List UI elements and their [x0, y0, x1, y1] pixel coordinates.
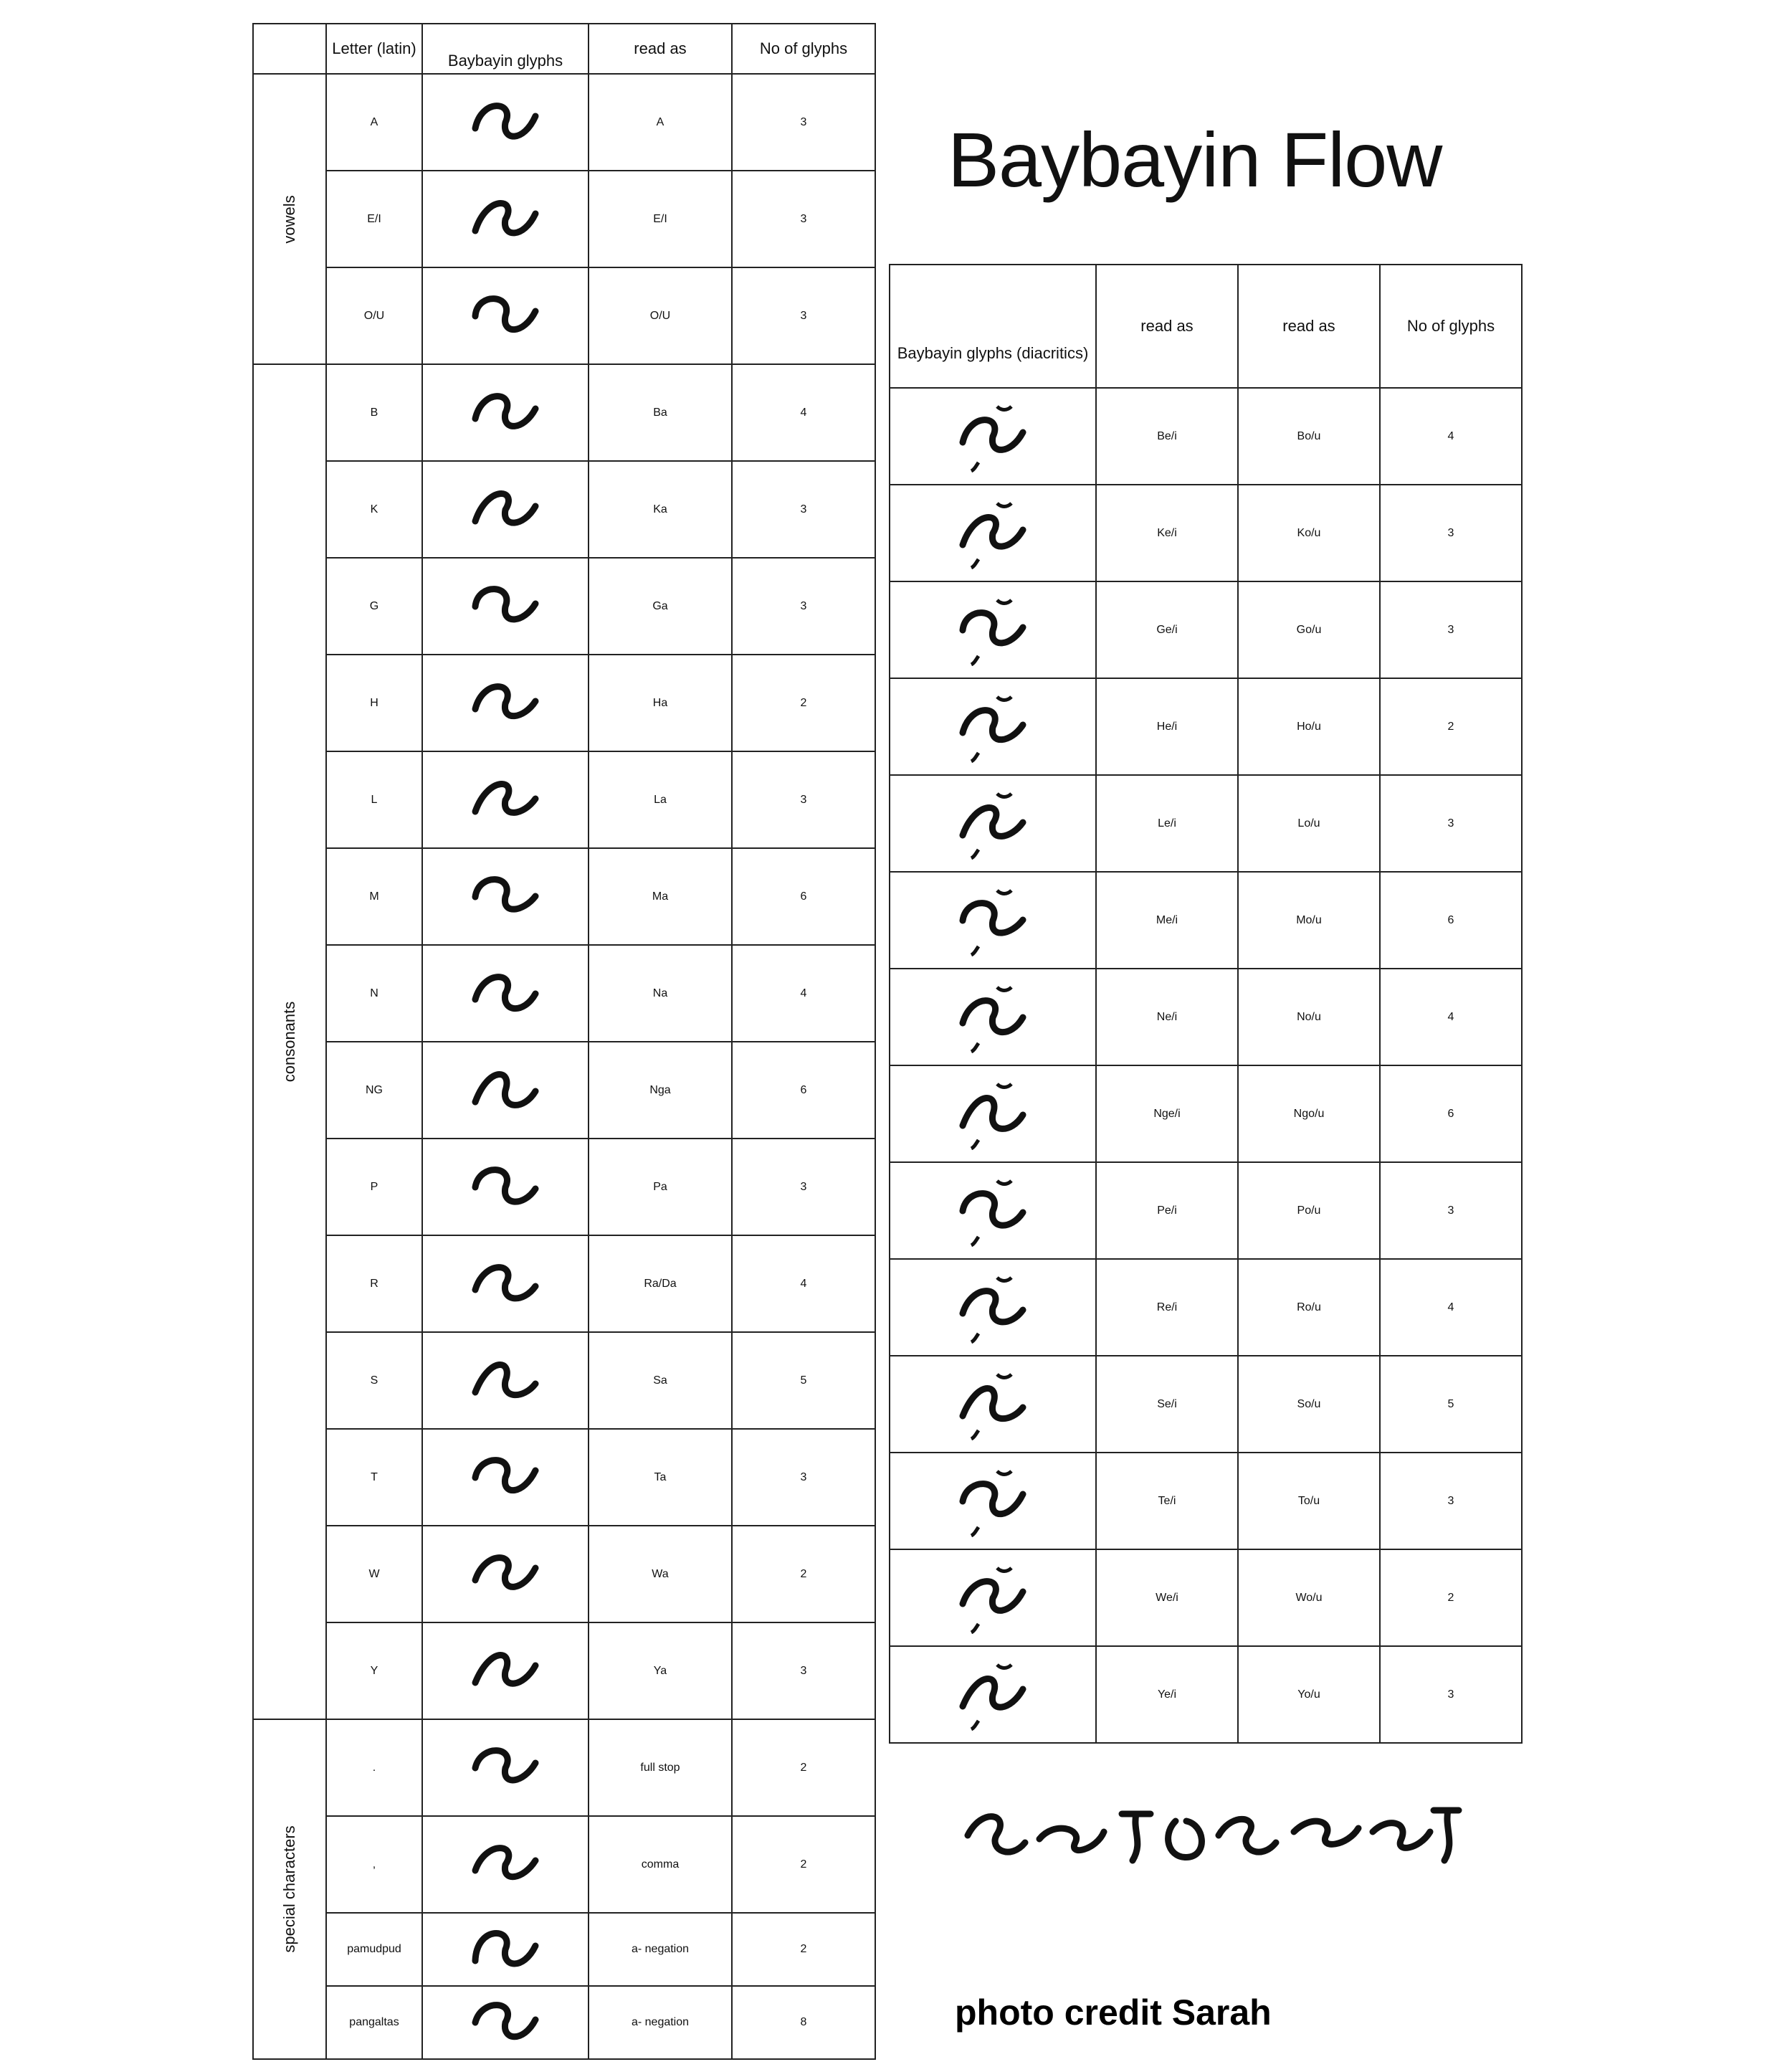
- letter-latin-cell: S: [326, 1332, 422, 1429]
- baybayin-glyph-cell: [422, 1986, 589, 2059]
- read-as-ou-cell: Mo/u: [1238, 872, 1380, 969]
- baybayin-glyph-icon: [462, 474, 548, 546]
- table-row: [890, 485, 1522, 581]
- baybayin-glyph-cell: [422, 364, 589, 461]
- letter-latin-cell: pamudpud: [326, 1913, 422, 1986]
- baybayin-glyph-icon: [462, 1055, 548, 1126]
- read-as-ei-cell: Be/i: [1096, 388, 1238, 485]
- table-row: [253, 1429, 875, 1526]
- letter-latin-cell: N: [326, 945, 422, 1042]
- glyph-count-cell: 3: [732, 558, 875, 655]
- read-as-ou-cell: Ngo/u: [1238, 1065, 1380, 1162]
- diacritic-glyph-cell: [890, 775, 1096, 872]
- read-as-ei-cell: Ne/i: [1096, 969, 1238, 1065]
- table-row: [890, 1453, 1522, 1549]
- baybayin-glyph-icon: [462, 1987, 548, 2058]
- table-row: [253, 945, 875, 1042]
- baybayin-glyph-cell: [422, 1719, 589, 1816]
- diacritic-glyph-count-cell: 4: [1380, 388, 1522, 485]
- read-as-cell: Ta: [589, 1429, 732, 1526]
- glyph-count-cell: 2: [732, 1719, 875, 1816]
- table-row: [890, 388, 1522, 485]
- read-as-ei-cell: Me/i: [1096, 872, 1238, 969]
- right-table-body: [890, 388, 1522, 1743]
- group-label: vowels: [280, 194, 298, 244]
- baybayin-glyph-cell: [422, 1816, 589, 1913]
- baybayin-glyph-cell: [422, 751, 589, 848]
- table-row: [253, 751, 875, 848]
- baybayin-glyph-cell: [422, 1235, 589, 1332]
- glyph-count-cell: 3: [732, 751, 875, 848]
- baybayin-glyph-icon: [462, 280, 548, 352]
- table-row: [253, 267, 875, 364]
- glyph-count-cell: 3: [732, 267, 875, 364]
- left-table-header-row: [253, 24, 875, 74]
- diacritic-glyph-count-cell: 5: [1380, 1356, 1522, 1453]
- read-as-cell: E/I: [589, 171, 732, 267]
- read-as-ei-cell: Ye/i: [1096, 1646, 1238, 1743]
- group-label: special characters: [280, 1825, 298, 1953]
- read-as-cell: Ma: [589, 848, 732, 945]
- baybayin-glyph-icon: [462, 1914, 548, 1985]
- read-as-cell: a- negation: [589, 1913, 732, 1986]
- diacritic-glyph-count-cell: 3: [1380, 1162, 1522, 1259]
- read-as-cell: Ra/Da: [589, 1235, 732, 1332]
- baybayin-glyph-cell: [422, 1429, 589, 1526]
- table-row: [890, 581, 1522, 678]
- baybayin-glyph-icon: [462, 1345, 548, 1417]
- glyph-count-cell: 2: [732, 1913, 875, 1986]
- read-as-cell: Na: [589, 945, 732, 1042]
- baybayin-diacritic-glyph-icon: [950, 1562, 1036, 1634]
- baybayin-glyph-cell: [422, 171, 589, 267]
- header-diacritic-glyph-count: No of glyphs: [1380, 265, 1522, 388]
- baybayin-glyph-cell: [422, 1332, 589, 1429]
- read-as-ei-cell: Ge/i: [1096, 581, 1238, 678]
- read-as-ou-cell: Ko/u: [1238, 485, 1380, 581]
- table-row: [890, 678, 1522, 775]
- table-row: [253, 848, 875, 945]
- read-as-ou-cell: No/u: [1238, 969, 1380, 1065]
- read-as-ou-cell: Bo/u: [1238, 388, 1380, 485]
- glyph-count-cell: 3: [732, 1622, 875, 1719]
- table-row: [253, 1526, 875, 1622]
- read-as-ei-cell: Se/i: [1096, 1356, 1238, 1453]
- letter-latin-cell: pangaltas: [326, 1986, 422, 2059]
- header-letter-latin: Letter (latin): [326, 24, 422, 74]
- table-row: [253, 1139, 875, 1235]
- read-as-ei-cell: Le/i: [1096, 775, 1238, 872]
- table-row: [890, 1065, 1522, 1162]
- diacritic-glyph-cell: [890, 1162, 1096, 1259]
- baybayin-glyph-cell: [422, 1042, 589, 1139]
- glyph-count-cell: 3: [732, 461, 875, 558]
- baybayin-glyph-icon: [462, 184, 548, 255]
- baybayin-glyph-icon: [462, 1732, 548, 1804]
- baybayin-alphabet-table: [252, 23, 876, 2060]
- diacritic-glyph-cell: [890, 969, 1096, 1065]
- baybayin-glyph-cell: [422, 848, 589, 945]
- glyph-count-cell: 3: [732, 1429, 875, 1526]
- glyph-count-cell: 4: [732, 1235, 875, 1332]
- diacritic-glyph-cell: [890, 485, 1096, 581]
- diacritic-glyph-count-cell: 3: [1380, 485, 1522, 581]
- table-row: [890, 969, 1522, 1065]
- baybayin-glyph-cell: [422, 1526, 589, 1622]
- table-row: [890, 775, 1522, 872]
- table-row: [253, 1816, 875, 1913]
- baybayin-diacritic-glyph-icon: [950, 1175, 1036, 1247]
- diacritic-glyph-count-cell: 4: [1380, 969, 1522, 1065]
- glyph-count-cell: 6: [732, 1042, 875, 1139]
- baybayin-glyph-cell: [422, 267, 589, 364]
- table-row: [253, 364, 875, 461]
- letter-latin-cell: L: [326, 751, 422, 848]
- letter-latin-cell: R: [326, 1235, 422, 1332]
- baybayin-glyph-icon: [462, 667, 548, 739]
- header-baybayin-glyphs: Baybayin glyphs: [422, 24, 589, 74]
- letter-latin-cell: H: [326, 655, 422, 751]
- diacritic-glyph-count-cell: 3: [1380, 1453, 1522, 1549]
- read-as-ei-cell: Ke/i: [1096, 485, 1238, 581]
- diacritic-glyph-cell: [890, 1259, 1096, 1356]
- table-row: [890, 872, 1522, 969]
- baybayin-diacritic-glyph-icon: [950, 788, 1036, 860]
- letter-latin-cell: E/I: [326, 171, 422, 267]
- letter-latin-cell: ,: [326, 1816, 422, 1913]
- header-glyph-count: No of glyphs: [732, 24, 875, 74]
- table-row: [890, 1549, 1522, 1646]
- read-as-cell: Sa: [589, 1332, 732, 1429]
- diacritic-glyph-count-cell: 6: [1380, 872, 1522, 969]
- read-as-cell: Ha: [589, 655, 732, 751]
- table-row: [253, 1719, 875, 1816]
- baybayin-diacritic-glyph-icon: [950, 1078, 1036, 1150]
- baybayin-diacritic-glyph-icon: [950, 982, 1036, 1053]
- page-title: Baybayin Flow: [948, 116, 1442, 203]
- read-as-ou-cell: To/u: [1238, 1453, 1380, 1549]
- read-as-ou-cell: Ho/u: [1238, 678, 1380, 775]
- glyph-count-cell: 6: [732, 848, 875, 945]
- letter-latin-cell: G: [326, 558, 422, 655]
- left-table-body: [253, 74, 875, 2059]
- table-row: [890, 1646, 1522, 1743]
- read-as-cell: Ya: [589, 1622, 732, 1719]
- table-row: [253, 1332, 875, 1429]
- baybayin-glyph-icon: [462, 87, 548, 158]
- letter-latin-cell: NG: [326, 1042, 422, 1139]
- baybayin-diacritic-glyph-icon: [950, 401, 1036, 472]
- read-as-cell: A: [589, 74, 732, 171]
- baybayin-glyph-icon: [462, 1829, 548, 1901]
- letter-latin-cell: P: [326, 1139, 422, 1235]
- read-as-cell: comma: [589, 1816, 732, 1913]
- diacritic-glyph-cell: [890, 872, 1096, 969]
- table-row: [253, 655, 875, 751]
- baybayin-diacritic-glyph-icon: [950, 1272, 1036, 1344]
- glyph-count-cell: 3: [732, 74, 875, 171]
- baybayin-glyph-icon: [462, 1248, 548, 1320]
- glyph-count-cell: 2: [732, 1816, 875, 1913]
- glyph-count-cell: 4: [732, 364, 875, 461]
- read-as-ou-cell: Go/u: [1238, 581, 1380, 678]
- table-row: [253, 1235, 875, 1332]
- read-as-ou-cell: Ro/u: [1238, 1259, 1380, 1356]
- diacritic-glyph-cell: [890, 581, 1096, 678]
- baybayin-glyph-icon: [462, 958, 548, 1030]
- letter-latin-cell: K: [326, 461, 422, 558]
- diacritic-glyph-cell: [890, 388, 1096, 485]
- read-as-ei-cell: Pe/i: [1096, 1162, 1238, 1259]
- read-as-ei-cell: We/i: [1096, 1549, 1238, 1646]
- letter-latin-cell: M: [326, 848, 422, 945]
- table-row: [253, 1913, 875, 1986]
- table-row: [253, 1622, 875, 1719]
- diacritic-glyph-count-cell: 4: [1380, 1259, 1522, 1356]
- baybayin-diacritic-glyph-icon: [950, 498, 1036, 569]
- baybayin-diacritic-glyph-icon: [950, 691, 1036, 763]
- table-row: [890, 1162, 1522, 1259]
- baybayin-glyph-cell: [422, 1139, 589, 1235]
- header-read-as: read as: [589, 24, 732, 74]
- baybayin-glyph-cell: [422, 461, 589, 558]
- glyph-count-cell: 4: [732, 945, 875, 1042]
- table-row: [253, 1986, 875, 2059]
- read-as-ei-cell: Re/i: [1096, 1259, 1238, 1356]
- baybayin-glyph-icon: [462, 861, 548, 933]
- read-as-ei-cell: Te/i: [1096, 1453, 1238, 1549]
- baybayin-glyph-icon: [462, 571, 548, 642]
- read-as-ou-cell: Po/u: [1238, 1162, 1380, 1259]
- group-header-cell: [253, 24, 326, 74]
- read-as-ou-cell: So/u: [1238, 1356, 1380, 1453]
- table-row: [253, 74, 875, 171]
- diacritic-glyph-cell: [890, 1549, 1096, 1646]
- table-row: [890, 1356, 1522, 1453]
- group-label-cell: [253, 74, 326, 364]
- group-label-cell: [253, 364, 326, 1719]
- glyph-count-cell: 2: [732, 1526, 875, 1622]
- diacritic-glyph-cell: [890, 678, 1096, 775]
- table-row: [253, 1042, 875, 1139]
- glyph-count-cell: 8: [732, 1986, 875, 2059]
- diacritic-glyph-count-cell: 3: [1380, 1646, 1522, 1743]
- baybayin-diacritic-glyph-icon: [950, 594, 1036, 666]
- header-read-as-ou: read as: [1238, 265, 1380, 388]
- letter-latin-cell: Y: [326, 1622, 422, 1719]
- baybayin-glyph-cell: [422, 74, 589, 171]
- baybayin-glyph-icon: [462, 1442, 548, 1513]
- baybayin-glyph-cell: [422, 1622, 589, 1719]
- baybayin-glyph-icon: [462, 377, 548, 449]
- read-as-ou-cell: Yo/u: [1238, 1646, 1380, 1743]
- baybayin-glyph-icon: [462, 1151, 548, 1223]
- read-as-cell: Ka: [589, 461, 732, 558]
- baybayin-glyph-cell: [422, 558, 589, 655]
- letter-latin-cell: A: [326, 74, 422, 171]
- read-as-ou-cell: Wo/u: [1238, 1549, 1380, 1646]
- photo-credit: photo credit Sarah: [955, 1992, 1272, 2033]
- baybayin-sample-script-image: [961, 1792, 1462, 1878]
- table-row: [253, 461, 875, 558]
- letter-latin-cell: W: [326, 1526, 422, 1622]
- diacritic-glyph-count-cell: 3: [1380, 581, 1522, 678]
- group-label: consonants: [280, 1001, 298, 1083]
- read-as-ou-cell: Lo/u: [1238, 775, 1380, 872]
- baybayin-diacritic-glyph-icon: [950, 1659, 1036, 1731]
- read-as-cell: a- negation: [589, 1986, 732, 2059]
- baybayin-glyph-cell: [422, 655, 589, 751]
- diacritic-glyph-count-cell: 2: [1380, 1549, 1522, 1646]
- read-as-cell: O/U: [589, 267, 732, 364]
- diacritic-glyph-cell: [890, 1453, 1096, 1549]
- letter-latin-cell: B: [326, 364, 422, 461]
- letter-latin-cell: .: [326, 1719, 422, 1816]
- baybayin-glyph-cell: [422, 1913, 589, 1986]
- letter-latin-cell: T: [326, 1429, 422, 1526]
- glyph-count-cell: 2: [732, 655, 875, 751]
- diacritic-glyph-count-cell: 2: [1380, 678, 1522, 775]
- baybayin-diacritics-table: [889, 264, 1523, 1744]
- diacritic-glyph-cell: [890, 1065, 1096, 1162]
- read-as-cell: Ga: [589, 558, 732, 655]
- group-label-cell: [253, 1719, 326, 2059]
- header-diacritic-glyphs: Baybayin glyphs (diacritics): [890, 265, 1096, 388]
- read-as-ei-cell: Nge/i: [1096, 1065, 1238, 1162]
- diacritic-glyph-cell: [890, 1356, 1096, 1453]
- read-as-cell: La: [589, 751, 732, 848]
- diacritic-glyph-count-cell: 6: [1380, 1065, 1522, 1162]
- right-table-header-row: [890, 265, 1522, 388]
- baybayin-glyph-cell: [422, 945, 589, 1042]
- table-row: [253, 558, 875, 655]
- letter-latin-cell: O/U: [326, 267, 422, 364]
- baybayin-diacritic-glyph-icon: [950, 1465, 1036, 1537]
- baybayin-diacritic-glyph-icon: [950, 1369, 1036, 1440]
- diacritic-glyph-cell: [890, 1646, 1096, 1743]
- baybayin-diacritic-glyph-icon: [950, 885, 1036, 956]
- baybayin-glyph-icon: [462, 1539, 548, 1610]
- baybayin-glyph-icon: [462, 764, 548, 836]
- glyph-count-cell: 3: [732, 1139, 875, 1235]
- diacritic-glyph-count-cell: 3: [1380, 775, 1522, 872]
- read-as-cell: Pa: [589, 1139, 732, 1235]
- read-as-ei-cell: He/i: [1096, 678, 1238, 775]
- read-as-cell: Nga: [589, 1042, 732, 1139]
- table-row: [253, 171, 875, 267]
- read-as-cell: Ba: [589, 364, 732, 461]
- read-as-cell: Wa: [589, 1526, 732, 1622]
- read-as-cell: full stop: [589, 1719, 732, 1816]
- header-read-as-ei: read as: [1096, 265, 1238, 388]
- baybayin-glyph-icon: [462, 1635, 548, 1707]
- table-row: [890, 1259, 1522, 1356]
- glyph-count-cell: 5: [732, 1332, 875, 1429]
- glyph-count-cell: 3: [732, 171, 875, 267]
